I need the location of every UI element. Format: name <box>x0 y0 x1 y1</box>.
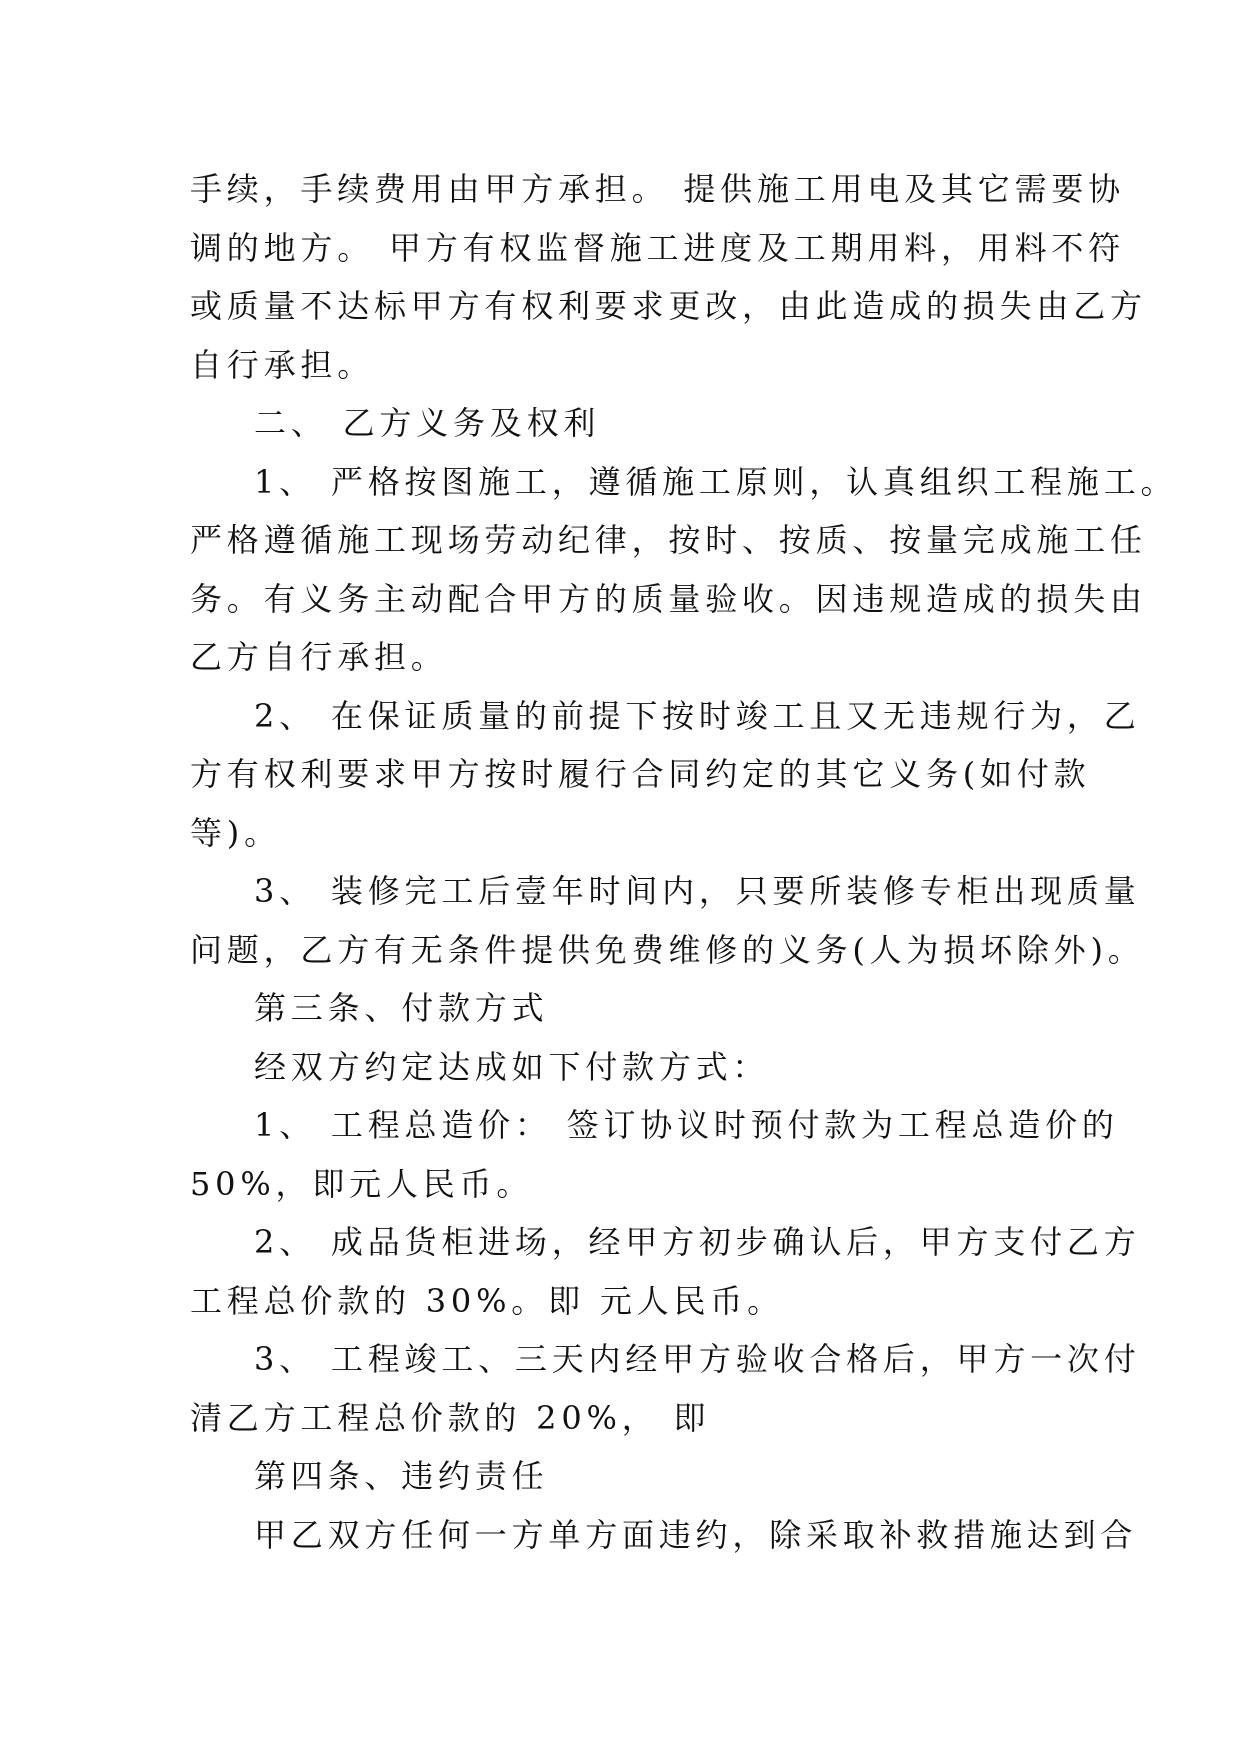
paragraph-line: 甲乙双方任何一方单方面违约，除采取补救措施达到合 <box>254 1515 1138 1554</box>
paragraph-line: 方有权利要求甲方按时履行合同约定的其它义务(如付款 <box>190 755 1091 793</box>
paragraph-line: 2、 在保证质量的前提下按时竣工且又无违规行为，乙 <box>254 696 1141 735</box>
paragraph-line: 问题，乙方有无条件提供免费维修的义务(人为损坏除外)。 <box>190 930 1145 969</box>
paragraph-line: 经双方约定达成如下付款方式： <box>254 1047 770 1086</box>
section-heading: 第四条、违约责任 <box>254 1457 549 1495</box>
paragraph-line: 工程总价款的 30%。即 元人民币。 <box>190 1281 784 1320</box>
paragraph-line: 乙方自行承担。 <box>190 638 448 676</box>
paragraph-line: 1、 严格按图施工，遵循施工原则，认真组织工程施工。 <box>254 462 1178 501</box>
section-heading: 二、 乙方义务及权利 <box>254 404 601 442</box>
paragraph-line: 手续，手续费用由甲方承担。 提供施工用电及其它需要协 <box>190 170 1125 208</box>
paragraph-line: 严格遵循施工现场劳动纪律，按时、按质、按量完成施工任 <box>190 521 1147 559</box>
paragraph-line: 清乙方工程总价款的 20%， 即 <box>190 1398 711 1437</box>
paragraph-line: 或质量不达标甲方有权利要求更改，由此造成的损失由乙方 <box>190 287 1147 325</box>
paragraph-line: 2、 成品货柜进场，经甲方初步确认后，甲方支付乙方 <box>254 1223 1141 1261</box>
section-heading: 第三条、付款方式 <box>254 989 549 1027</box>
paragraph-line: 1、 工程总造价： 签订协议时预付款为工程总造价的 <box>254 1106 1119 1144</box>
paragraph-line: 50%，即元人民币。 <box>190 1164 534 1203</box>
paragraph-line: 自行承担。 <box>190 345 375 384</box>
paragraph-line: 调的地方。 甲方有权监督施工进度及工期用料，用料不符 <box>190 228 1125 267</box>
paragraph-line: 等)。 <box>190 813 281 852</box>
paragraph-line: 3、 工程竣工、三天内经甲方验收合格后，甲方一次付 <box>254 1340 1141 1378</box>
document-body <box>190 160 1178 1564</box>
paragraph-line: 3、 装修完工后壹年时间内，只要所装修专柜出现质量 <box>254 872 1141 910</box>
paragraph-line: 务。有义务主动配合甲方的质量验收。因违规造成的损失由 <box>190 579 1147 618</box>
